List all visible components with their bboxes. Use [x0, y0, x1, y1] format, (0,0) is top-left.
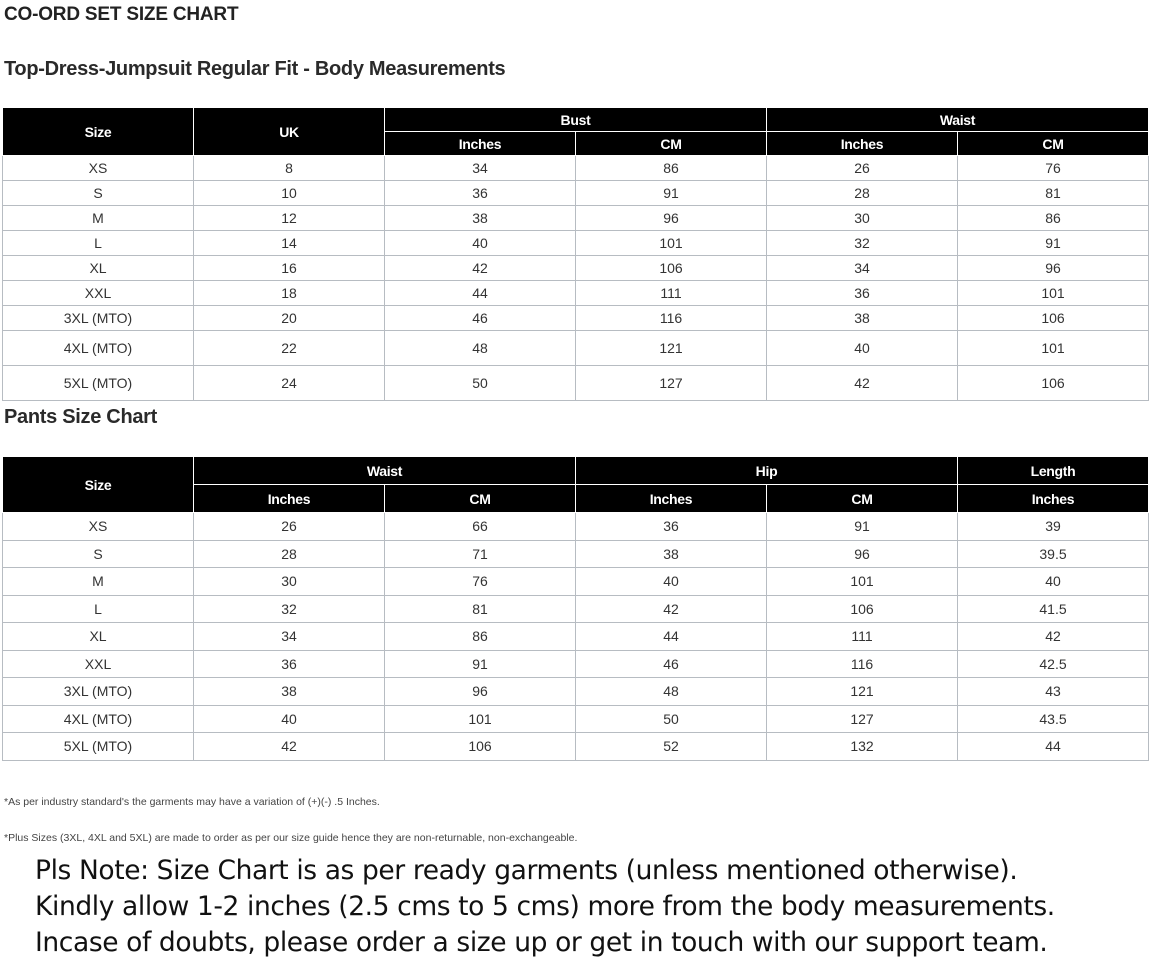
table-cell: 111: [576, 281, 767, 306]
table-row: [3, 623, 1149, 651]
table-cell: 48: [576, 678, 767, 706]
table-cell: 91: [767, 513, 958, 541]
header-bust-inches: Inches: [385, 132, 576, 156]
table-cell: 34: [385, 156, 576, 181]
table-cell: L: [3, 231, 194, 256]
note-line: Kindly allow 1-2 inches (2.5 cms to 5 cms) more from the body measurements.: [35, 891, 1055, 922]
header-waist: Waist: [194, 457, 576, 485]
table-cell: M: [3, 206, 194, 231]
table-cell: 86: [576, 156, 767, 181]
document-title: CO-ORD SET SIZE CHART: [4, 4, 239, 25]
table-cell: S: [3, 540, 194, 568]
table-cell: 18: [194, 281, 385, 306]
table-cell: 40: [385, 231, 576, 256]
table-row: [3, 513, 1149, 541]
table-cell: 36: [767, 281, 958, 306]
table-cell: 44: [576, 623, 767, 651]
table-cell: 106: [767, 595, 958, 623]
table-row: [3, 568, 1149, 596]
note-line: Pls Note: Size Chart is as per ready garments (unless mentioned otherwise).: [35, 855, 1018, 886]
table-cell: 36: [194, 650, 385, 678]
table-cell: 106: [385, 733, 576, 761]
table-cell: 10: [194, 181, 385, 206]
table-cell: 81: [958, 181, 1149, 206]
table-cell: L: [3, 595, 194, 623]
table-cell: 40: [767, 331, 958, 366]
header-uk: UK: [194, 108, 385, 156]
table-cell: 42: [385, 256, 576, 281]
note-line: Incase of doubts, please order a size up or get in touch with our support team.: [35, 927, 1048, 958]
table-cell: 32: [767, 231, 958, 256]
table-cell: 76: [958, 156, 1149, 181]
table-cell: 14: [194, 231, 385, 256]
table-cell: 91: [385, 650, 576, 678]
table-cell: 81: [385, 595, 576, 623]
table-cell: 26: [767, 156, 958, 181]
table-row: [3, 181, 1149, 206]
table-cell: 121: [576, 331, 767, 366]
table-cell: 32: [194, 595, 385, 623]
footnote-plus-sizes: *Plus Sizes (3XL, 4XL and 5XL) are made to order as per our size guide hence they are non-returnable, non-exchangeable.: [4, 832, 578, 844]
table-cell: 4XL (MTO): [3, 705, 194, 733]
table-cell: 50: [385, 366, 576, 401]
table-cell: 101: [767, 568, 958, 596]
table-cell: 38: [576, 540, 767, 568]
table-cell: XL: [3, 623, 194, 651]
table-cell: 91: [958, 231, 1149, 256]
table-cell: 43: [958, 678, 1149, 706]
table-cell: 66: [385, 513, 576, 541]
header-size: Size: [3, 108, 194, 156]
table-cell: 34: [767, 256, 958, 281]
table-row: [3, 366, 1149, 401]
table-cell: 42: [958, 623, 1149, 651]
pants-size-table: [2, 456, 1149, 761]
header-length-inches: Inches: [958, 485, 1149, 513]
table-cell: 20: [194, 306, 385, 331]
top-size-table: [2, 107, 1149, 401]
table-cell: 106: [958, 306, 1149, 331]
header-hip-inches: Inches: [576, 485, 767, 513]
table-cell: 26: [194, 513, 385, 541]
table-cell: 52: [576, 733, 767, 761]
table-cell: 44: [958, 733, 1149, 761]
table-cell: XS: [3, 156, 194, 181]
header-length: Length: [958, 457, 1149, 485]
table-cell: 44: [385, 281, 576, 306]
table-row: [3, 331, 1149, 366]
table-cell: 42: [767, 366, 958, 401]
table-cell: 5XL (MTO): [3, 733, 194, 761]
table-cell: 121: [767, 678, 958, 706]
table-row: [3, 256, 1149, 281]
table-cell: 106: [958, 366, 1149, 401]
top-section-title: Top-Dress-Jumpsuit Regular Fit - Body Measurements: [4, 58, 506, 80]
table-cell: 101: [385, 705, 576, 733]
table-cell: 101: [576, 231, 767, 256]
table-cell: XXL: [3, 281, 194, 306]
table-cell: 111: [767, 623, 958, 651]
footnote-variation: *As per industry standard's the garments may have a variation of (+)(-) .5 Inches.: [4, 796, 380, 808]
table-cell: 86: [958, 206, 1149, 231]
table-cell: 4XL (MTO): [3, 331, 194, 366]
table-cell: 39: [958, 513, 1149, 541]
table-row: [3, 733, 1149, 761]
table-row: [3, 281, 1149, 306]
table-row: [3, 678, 1149, 706]
table-cell: 8: [194, 156, 385, 181]
table-cell: 40: [576, 568, 767, 596]
table-cell: 48: [385, 331, 576, 366]
table-cell: 76: [385, 568, 576, 596]
table-row: [3, 206, 1149, 231]
table-cell: 22: [194, 331, 385, 366]
table-cell: 28: [767, 181, 958, 206]
size-note: [35, 853, 1055, 961]
table-cell: 46: [576, 650, 767, 678]
pants-section-title: Pants Size Chart: [4, 406, 158, 428]
table-row: [3, 650, 1149, 678]
table-cell: XL: [3, 256, 194, 281]
header-hip-cm: CM: [767, 485, 958, 513]
table-cell: XXL: [3, 650, 194, 678]
header-size: Size: [3, 457, 194, 513]
table-cell: 101: [958, 281, 1149, 306]
table-cell: 34: [194, 623, 385, 651]
table-cell: 28: [194, 540, 385, 568]
table-cell: 39.5: [958, 540, 1149, 568]
table-cell: 42: [194, 733, 385, 761]
table-cell: 71: [385, 540, 576, 568]
table-cell: S: [3, 181, 194, 206]
table-cell: M: [3, 568, 194, 596]
table-cell: 116: [576, 306, 767, 331]
table-cell: 30: [194, 568, 385, 596]
table-cell: 42: [576, 595, 767, 623]
header-waist-inches: Inches: [194, 485, 385, 513]
table-cell: 116: [767, 650, 958, 678]
table-cell: 96: [767, 540, 958, 568]
table-cell: 3XL (MTO): [3, 306, 194, 331]
table-row: [3, 306, 1149, 331]
table-cell: 3XL (MTO): [3, 678, 194, 706]
table-cell: 38: [767, 306, 958, 331]
table-cell: 127: [767, 705, 958, 733]
table-cell: 24: [194, 366, 385, 401]
table-cell: 5XL (MTO): [3, 366, 194, 401]
table-cell: 50: [576, 705, 767, 733]
table-cell: 12: [194, 206, 385, 231]
table-cell: 40: [194, 705, 385, 733]
table-row: [3, 595, 1149, 623]
table-cell: 96: [385, 678, 576, 706]
table-row: [3, 540, 1149, 568]
table-cell: 91: [576, 181, 767, 206]
table-cell: 38: [194, 678, 385, 706]
table-cell: 42.5: [958, 650, 1149, 678]
table-cell: 132: [767, 733, 958, 761]
table-cell: 106: [576, 256, 767, 281]
table-cell: 96: [576, 206, 767, 231]
table-row: [3, 231, 1149, 256]
header-waist-cm: CM: [958, 132, 1149, 156]
top-table-body: [3, 156, 1149, 401]
table-row: [3, 156, 1149, 181]
header-hip: Hip: [576, 457, 958, 485]
table-cell: 127: [576, 366, 767, 401]
table-cell: 101: [958, 331, 1149, 366]
header-waist-cm: CM: [385, 485, 576, 513]
header-bust: Bust: [385, 108, 767, 132]
header-waist: Waist: [767, 108, 1149, 132]
table-cell: 43.5: [958, 705, 1149, 733]
table-cell: 41.5: [958, 595, 1149, 623]
table-cell: 30: [767, 206, 958, 231]
table-cell: 38: [385, 206, 576, 231]
table-cell: 40: [958, 568, 1149, 596]
table-cell: 16: [194, 256, 385, 281]
table-cell: 46: [385, 306, 576, 331]
table-cell: XS: [3, 513, 194, 541]
header-bust-cm: CM: [576, 132, 767, 156]
table-cell: 86: [385, 623, 576, 651]
header-waist-inches: Inches: [767, 132, 958, 156]
table-cell: 36: [576, 513, 767, 541]
pants-table-body: [3, 513, 1149, 761]
table-cell: 96: [958, 256, 1149, 281]
table-row: [3, 705, 1149, 733]
table-cell: 36: [385, 181, 576, 206]
